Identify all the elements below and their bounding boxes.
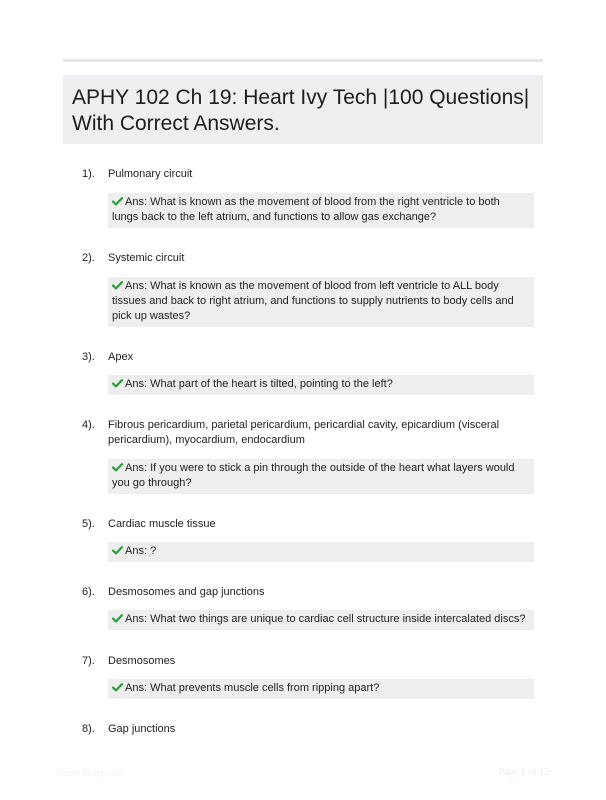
question-number: 4). (82, 419, 95, 431)
answer-box (108, 193, 534, 228)
answer-text: Ans: What is known as the movement of blood from left ventricle to ALL body tissues and back to right atrium, and functions to supply nutrients to body cells and pick up wastes? (112, 280, 514, 322)
title-banner (63, 75, 543, 144)
answer-text: Ans: What two things are unique to cardiac cell structure inside intercalated discs? (125, 613, 526, 625)
question-text: Systemic circuit (108, 252, 185, 264)
answer-text: Ans: If you were to stick a pin through the outside of the heart what layers would you go through? (112, 462, 515, 489)
answer-text: Ans: What part of the heart is tilted, pointing to the left? (125, 378, 393, 390)
check-icon (112, 614, 123, 623)
question-number: 2). (82, 252, 95, 264)
question-text: Gap junctions (108, 723, 176, 735)
answer-text: Ans: What is known as the movement of blood from the right ventricle to both lungs back to the left atrium, and functions to allow gas exchange? (112, 196, 500, 223)
check-icon (112, 683, 123, 692)
check-icon (112, 281, 123, 290)
question-text: Desmosomes and gap junctions (108, 586, 265, 598)
question-text: Cardiac muscle tissue (108, 518, 216, 530)
question-number: 5). (82, 518, 95, 530)
question-text: Apex (108, 351, 134, 363)
check-icon (112, 379, 123, 388)
answer-text: Ans: ? (125, 545, 157, 557)
question-text: Desmosomes (108, 655, 176, 667)
document-title: APHY 102 Ch 19: Heart Ivy Tech |100 Questions| With Correct Answers. (72, 86, 530, 135)
question-number: 8). (82, 723, 95, 735)
answer-box (108, 459, 534, 494)
answer-box (108, 277, 534, 327)
question-text: Fibrous pericardium, parietal pericardium, pericardial cavity, epicardium (visceral pericardium), myocardium, endocardium (108, 419, 500, 446)
question-number: 6). (82, 586, 95, 598)
answer-box (108, 679, 534, 699)
answer-box (108, 375, 534, 395)
check-icon (112, 546, 123, 555)
check-icon (112, 463, 123, 472)
answer-box (108, 542, 534, 562)
top-divider (63, 59, 543, 62)
answer-text: Ans: What prevents muscle cells from ripping apart? (125, 682, 380, 694)
check-icon (112, 197, 123, 206)
answer-box (108, 610, 534, 630)
question-text: Pulmonary circuit (108, 168, 193, 180)
page-number: Page 1 of 12 (498, 767, 549, 778)
question-number: 7). (82, 655, 95, 667)
question-number: 3). (82, 351, 95, 363)
footer-watermark: PaperStudy.com (57, 768, 123, 778)
question-number: 1). (82, 168, 95, 180)
